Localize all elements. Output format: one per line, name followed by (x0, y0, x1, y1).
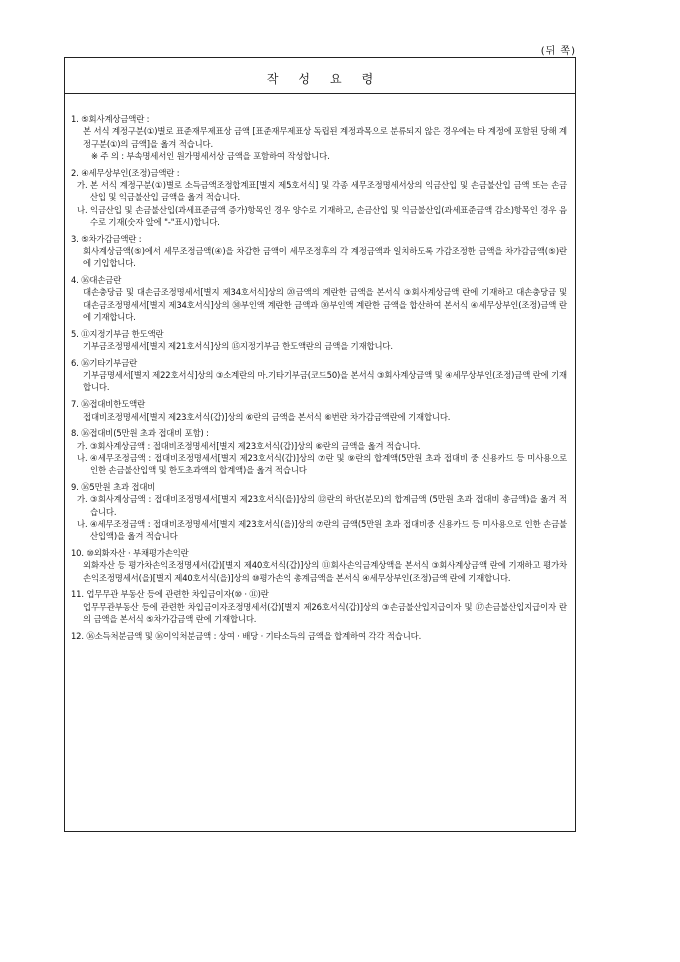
section-heading: 5. ⑪지정기부금 한도액란 (71, 328, 164, 339)
section-5 (71, 328, 567, 353)
sub-item (71, 440, 567, 452)
sub-item-mark: 나. (77, 204, 88, 215)
page-title: 작성요령 (266, 72, 394, 86)
section-body: 본 서식 계정구분(①)별로 표준재무제표상 금액 [표준재무제표상 독립된 계정과목으로 분류되지 않은 경우에는 타 계정에 포함된 당해 계정구분(①)의 금액]을 옮겨 적습니다. (83, 126, 567, 149)
section-note: ※ 주 의 : 부속명세서인 원가명세서상 금액을 포함하여 작성합니다. (91, 150, 330, 161)
section-body: 외화자산 등 평가차손익조정명세서(갑)[별지 제40호서식(갑)]상의 ⑪회사손익금계상액을 본서식 ③회사계상금액 란에 기재하고 평가차손익조정명세서(을)[별지 제40호서식(을)]상의 ⑩평가손익 총계금액을 본서식 ④세무상부인(조정)금액 란에 기재합니다. (83, 560, 567, 583)
sub-item (71, 493, 567, 518)
section-body: 회사계상금액(⑤)에서 세무조정금액(④)을 차감한 금액이 세무조정후의 각 계정금액과 일치하도록 가감조정한 금액을 차가감금액(⑤)란에 기입합니다. (83, 245, 567, 269)
section-body: 대손충당금 및 대손금조정명세서[별지 제34호서식]상의 ⑳금액의 계란한 금액을 본서식 ③회사계상금액 란에 기재하고 대손충당금 및 대손금조정명세서[별지 제34호서식]상의 ㉚부인액 계란한 금액과 ㉚부인액 계란한 금액을 합산하여 본서식 ④세무상부인(조정)금액 란에 기재합니다. (83, 287, 567, 322)
sub-item-text: 본 서식 계정구분(①)별로 소득금액조정합계표[별지 제5호서식] 및 각종 세무조정명세서상의 익금산입 및 손금불산입 금액 또는 손금산입 및 익금불산입 금액을 옮겨 적습니다. (90, 179, 567, 203)
sub-item-mark: 나. (77, 518, 88, 529)
sub-item-text: 익금산입 및 손금불산입(과세표준금액 증가)항목인 경우 양수로 기재하고, 손금산입 및 익금불산입(과세표준금액 감소)항목인 경우 음수로 기재(숫자 앞에 "-"표시)합니다. (90, 204, 567, 227)
section-8 (71, 427, 567, 476)
sub-item-text: ④세무조정금액 : 접대비조정명세서[별지 제23호서식(갑)]상의 ⑦란 및 ⑨란의 합계액(5만원 초과 접대비 중 신용카드 등 미사용으로 인한 손금불산입액 및 한도초과액의 합계액)을 옮겨 적습니다 (90, 452, 567, 476)
section-heading: 3. ⑤차가감금액란 : (71, 233, 142, 244)
sub-item-text: ④세무조정금액 : 접대비조정명세서[별지 제23호서식(을)]상의 ⑦란의 금액(5만원 초과 접대비중 신용카드 등 미사용으로 인한 손금불산입액)을 옮겨 적습니다 (90, 518, 567, 542)
section-body: 접대비조정명세서[별지 제23호서식(갑)]상의 ⑥란의 금액을 본서식 ⑥번란 차가감금액란에 기재합니다. (83, 411, 451, 422)
section-12 (71, 630, 567, 642)
page-side-label: (뒤 쪽) (540, 46, 576, 57)
section-heading: 7. ⑯접대비한도액란 (71, 399, 146, 410)
section-heading: 8. ⑯접대비(5만원 초과 접대비 포함) : (71, 428, 209, 439)
section-body: 업무무관부동산 등에 관련한 차입금이자조정명세서(갑)[별지 제26호서식(갑)]상의 ③손금불산입지급이자 및 ⑰손금불산입지급이자 란의 금액을 본서식 ⑤차가감금액 란에 기재합니다. (83, 601, 567, 624)
section-9 (71, 481, 567, 542)
section-heading: 1. ⑤회사계상금액란 : (71, 114, 150, 124)
section-1 (71, 113, 567, 162)
section-2 (71, 167, 567, 228)
sub-item-mark: 나. (77, 452, 88, 463)
section-heading: 2. ④세무상부인(조정)금액란 : (71, 167, 180, 178)
section-heading: 9. ⑯5만원 초과 접대비 (71, 482, 156, 493)
section-6 (71, 357, 567, 394)
sub-item (71, 179, 567, 204)
title-divider (65, 93, 575, 94)
sub-item-text: ③회사계상금액 : 접대비조정명세서[별지 제23호서식(을)]상의 ⑫란의 하단(분모)의 합계금액 (5만원 초과 접대비 총금액)을 옮겨 적습니다. (90, 494, 567, 517)
sub-item-mark: 가. (77, 440, 88, 451)
section-body: 기부금조정명세서[별지 제21호서식]상의 ⑮지정기부금 한도액란의 금액을 기재합니다. (83, 341, 393, 352)
section-3 (71, 233, 567, 270)
sub-item-mark: 가. (77, 494, 88, 505)
section-heading: 12. ⑯소득처분금액 및 ⑯이익처분금액 : 상여 · 배당 · 기타소득의 금액을 합계하여 각각 적습니다. (71, 630, 422, 641)
section-heading: 4. ⑯대손금란 (71, 275, 122, 286)
section-heading: 11. 업무무관 부동산 등에 관련한 차입금이자(⑩ · ⑪)란 (71, 589, 269, 600)
sub-item-text: ③회사계상금액 : 접대비조정명세서[별지 제23호서식(갑)]상의 ⑥란의 금액을 옮겨 적습니다. (90, 440, 421, 451)
section-10 (71, 547, 567, 584)
instructions-content (71, 113, 567, 647)
section-4 (71, 274, 567, 323)
sub-item (71, 452, 567, 477)
section-7 (71, 398, 567, 423)
sub-item (71, 204, 567, 229)
instructions-box (64, 57, 576, 832)
section-heading: 10. ⑩외화자산 · 부채평가손익란 (71, 548, 189, 558)
sub-item-mark: 가. (77, 179, 88, 190)
section-body: 기부금명세서[별지 제22호서식]상의 ③소계란의 마.기타기부금(코드50)을 본서식 ③회사계상금액 및 ④세무상부인(조정)금액 란에 기재합니다. (83, 370, 567, 393)
section-heading: 6. ⑯기타기부금란 (71, 357, 138, 368)
sub-item (71, 518, 567, 543)
section-11 (71, 588, 567, 625)
